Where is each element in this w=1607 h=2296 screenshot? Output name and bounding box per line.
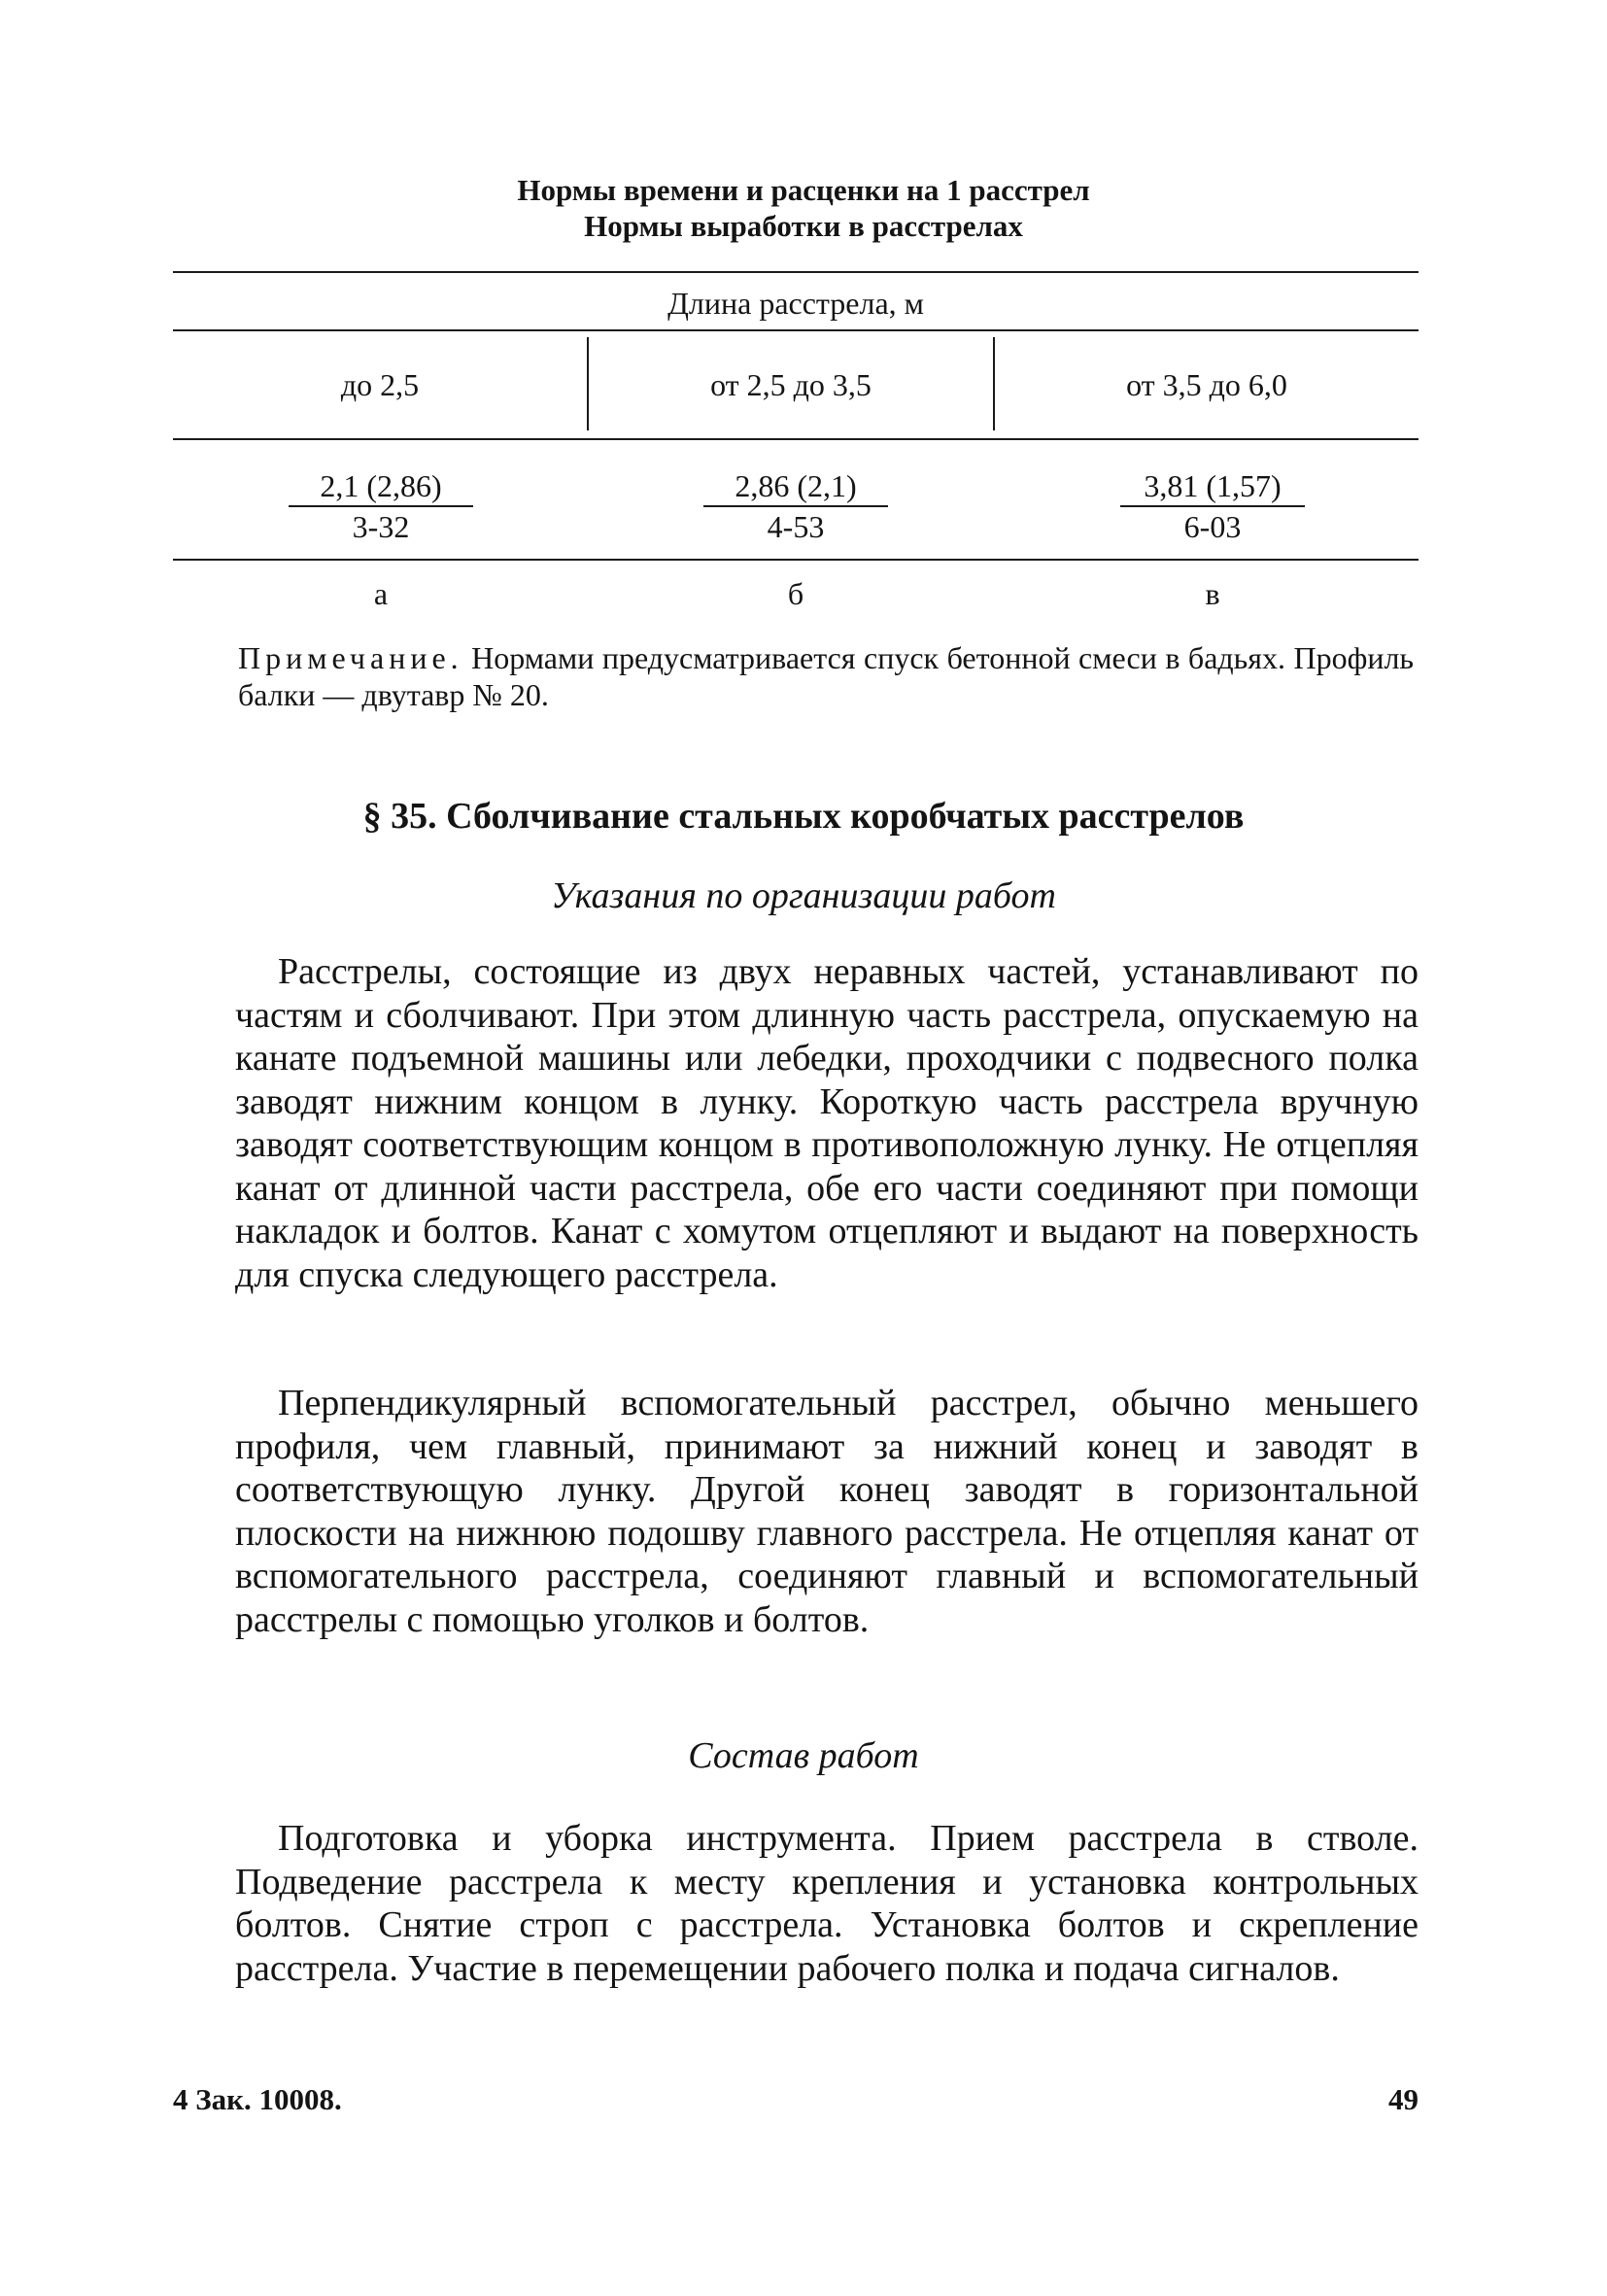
- norm-price-value-3: 6-03: [1183, 509, 1242, 544]
- table-bottom-rule: [173, 559, 1419, 561]
- table-header-rule: [173, 329, 1419, 331]
- column-letter-1: а: [373, 576, 389, 611]
- norm-price-value-2: 4-53: [767, 509, 825, 544]
- norm-price-value-1: 3-32: [352, 509, 410, 544]
- norm-fraction-3: [1120, 468, 1305, 544]
- table-columns-rule: [173, 438, 1419, 440]
- norm-fraction-2: [703, 468, 888, 544]
- norm-time-value-1: 2,1 (2,86): [289, 468, 473, 507]
- column-header-3: от 3,5 до 6,0: [1126, 367, 1287, 402]
- column-header-2: от 2,5 до 3,5: [710, 367, 872, 402]
- work-composition-heading: Состав работ: [688, 1735, 919, 1776]
- table-title: Нормы времени и расценки на 1 расстрел: [517, 173, 1090, 207]
- table-group-header: Длина расстрела, м: [667, 286, 924, 321]
- table-top-rule: [173, 271, 1419, 273]
- table-note: [238, 639, 1414, 713]
- note-label: Примечание.: [238, 640, 463, 675]
- column-header-1: до 2,5: [340, 367, 420, 402]
- table-subtitle: Нормы выработки в расстрелах: [584, 209, 1023, 243]
- organization-paragraph-2: Перпендикулярный вспомогательный расстрел, обычно меньшего профиля, чем главный, принимают за нижний конец и заводят в соответствующую лунку. Другой конец заводят в горизонтальной плоскости на нижнюю подошву главного расстрела. Не отцепляя канат от вспомогательного расстрела, соединяют главный и вспомогательный расстрелы с помощью уголков и болтов.: [235, 1383, 1419, 1640]
- norm-time-value-2: 2,86 (2,1): [703, 468, 888, 507]
- work-composition-paragraph: Подготовка и уборка инструмента. Прием расстрела в стволе. Подведение расстрела к месту крепления и установка контрольных болтов. Снятие строп с расстрела. Установка болтов и скрепление расстрела. Участие в перемещении рабочего полка и подача сигналов.: [235, 1818, 1419, 1989]
- column-letter-3: в: [1205, 576, 1220, 611]
- page-number: 49: [1388, 2082, 1419, 2116]
- section-title: § 35. Сболчивание стальных коробчатых расстрелов: [362, 796, 1245, 837]
- note-text: Нормами предусматривается спуск бетонной смеси в бадьях. Профиль балки — двутавр № 20.: [238, 640, 1414, 712]
- norm-fraction-1: [289, 468, 473, 544]
- organization-paragraph-1: Расстрелы, состоящие из двух неравных частей, устанавливают по частям и сболчивают. При этом длинную часть расстрела, опускаемую на канате подъемной машины или лебедки, проходчики с подвесного полка заводят нижним концом в лунку. Короткую часть расстрела вручную заводят соответствующим концом в противоположную лунку. Не отцепляя канат от длинной части расстрела, обе его части соединяют при помощи накладок и болтов. Канат с хомутом отцепляют и выдают на поверхность для спуска следующего расстрела.: [235, 951, 1419, 1295]
- organization-heading: Указания по организации работ: [551, 875, 1056, 916]
- norm-time-value-3: 3,81 (1,57): [1120, 468, 1305, 507]
- column-letter-2: б: [787, 576, 804, 611]
- order-mark: 4 Зак. 10008.: [173, 2082, 342, 2116]
